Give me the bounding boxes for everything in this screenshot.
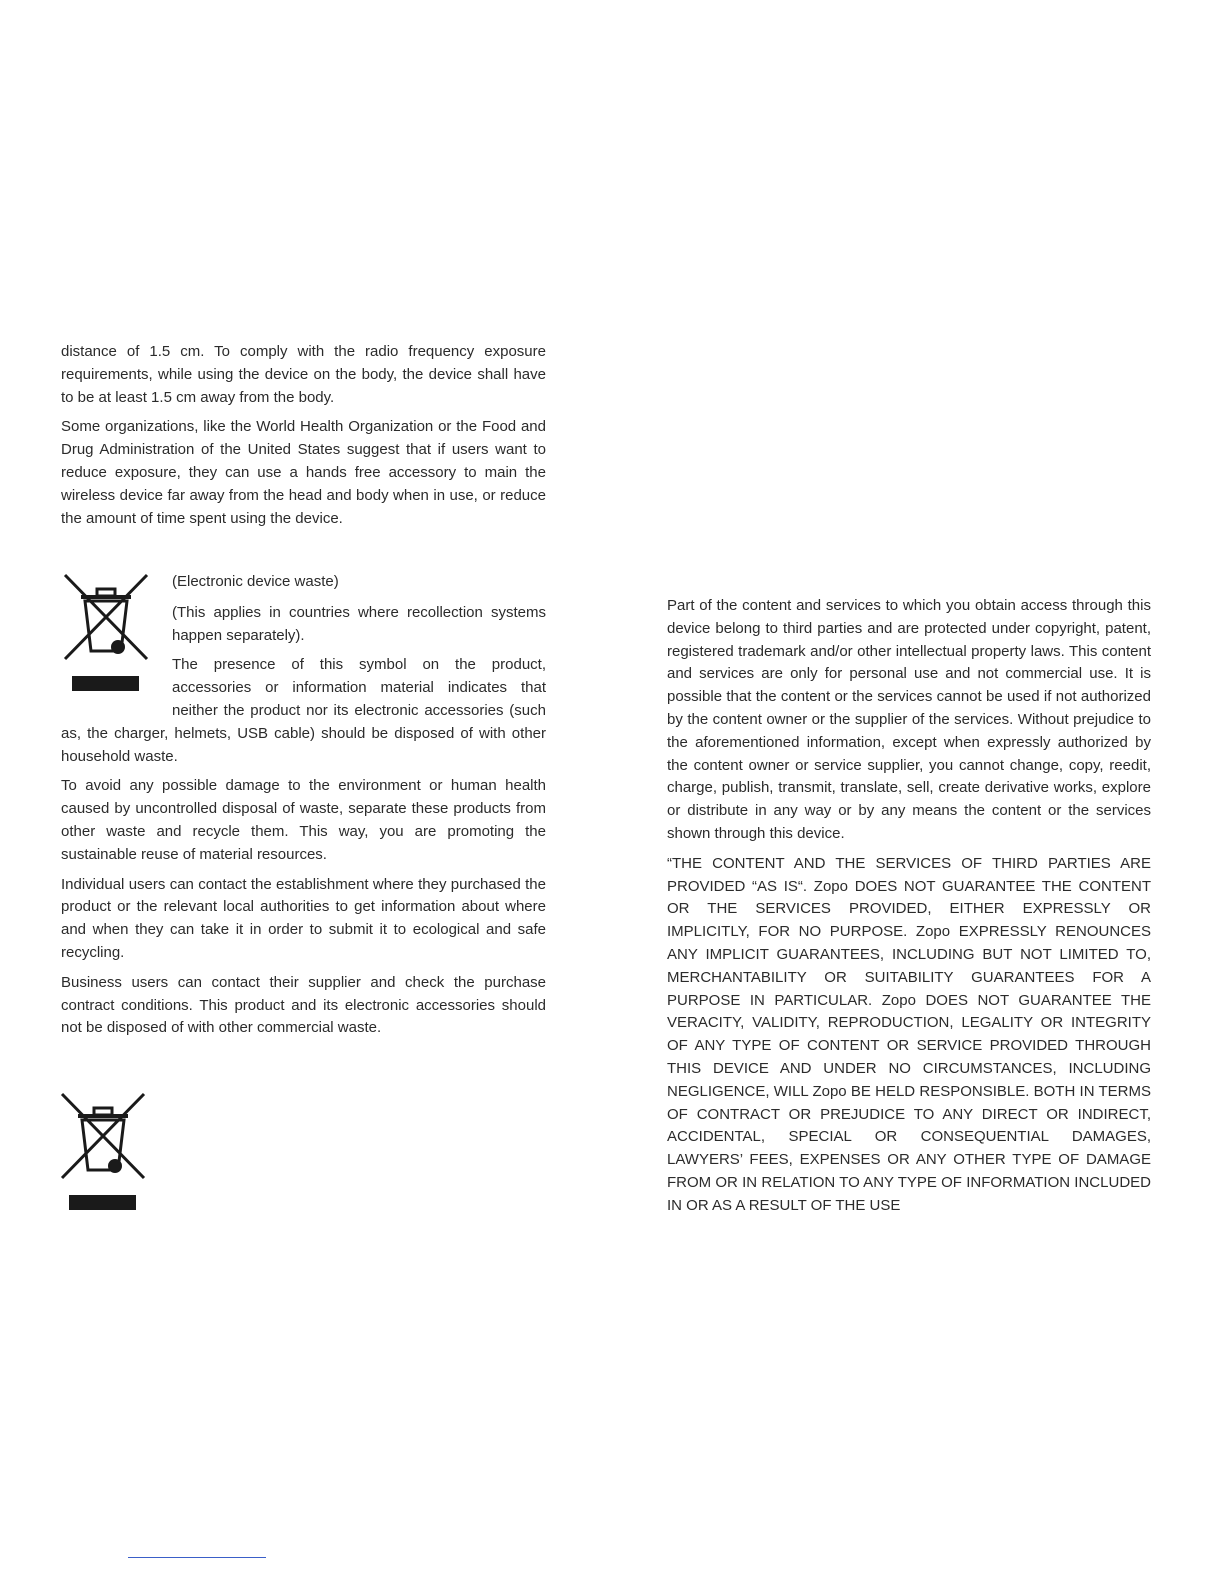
weee-individual-paragraph: Individual users can contact the establishment where they purchased the product or the relevant local authorities to get information about where and when they can take it in order to submit it to ecological and safe recycling. bbox=[61, 875, 546, 961]
footer-link-underline bbox=[128, 1557, 266, 1558]
crossed-bin-icon bbox=[58, 1090, 148, 1215]
rf-exposure-section bbox=[61, 341, 546, 537]
weee-applies-paragraph: (This applies in countries where recollection systems happen separately). bbox=[172, 603, 546, 644]
third-party-paragraph: Part of the content and services to which you obtain access through this device belong to third parties and are protected under copyright, patent, registered trademark and/or other intellectual property laws. This content and services are only for personal use and not commercial use. It is possible that the content or the services cannot be used if not authorized by the content owner or the supplier of the services. Without prejudice to the aforementioned information, except when expressly authorized by the content owner or service supplier, you cannot change, copy, reedit, charge, publish, transmit, translate, sell, create derivative works, explore or distribute in any way or by any means the content or the services shown through this device. bbox=[667, 597, 1151, 842]
weee-section bbox=[61, 571, 546, 1047]
rf-organizations-paragraph: Some organizations, like the World Health Organization or the Food and Drug Administration of the United States suggest that if users want to reduce exposure, they can use a hands free accessory to main the wireless device far away from the head and body when in use, or reduce the amount of time spent using the device. bbox=[61, 418, 546, 527]
weee-title: (Electronic device waste) bbox=[172, 573, 339, 590]
crossed-bin-icon bbox=[61, 571, 166, 703]
weee-business-paragraph: Business users can contact their supplier and check the purchase contract conditions. This product and its electronic accessories should not be disposed of with other commercial waste. bbox=[61, 973, 546, 1037]
disclaimer-paragraph: “THE CONTENT AND THE SERVICES OF THIRD PARTIES ARE PROVIDED “AS IS“. Zopo DOES NOT GUARANTEE THE CONTENT OR THE SERVICES PROVIDED, EITHER EXPRESSLY OR IMPLICITLY, FOR NO PURPOSE. Zopo EXPRESSLY RENOUNCES ANY IMPLICIT GUARANTEES, INCLUDING BUT NOT LIMITED TO, MERCHANTABILITY OR SUITABILITY GUARANTEES FOR A PURPOSE IN PARTICULAR. Zopo DOES NOT GUARANTEE THE VERACITY, VALIDITY, REPRODUCTION, LEGALITY OR INTEGRITY OF ANY TYPE OF CONTENT OR SERVICE PROVIDED THROUGH THIS DEVICE AND UNDER NO CIRCUMSTANCES, INCLUDING NEGLIGENCE, WILL Zopo BE HELD RESPONSIBLE. BOTH IN TERMS OF CONTRACT OR PREJUDICE TO ANY DIRECT OR INDIRECT, ACCIDENTAL, SPECIAL OR CONSEQUENTIAL DAMAGES, LAWYERS’ FEES, EXPENSES OR ANY OTHER TYPE OF DAMAGE FROM OR IN RELATION TO ANY TYPE OF INFORMATION INCLUDED IN OR AS A RESULT OF THE USE bbox=[667, 854, 1151, 1214]
rf-distance-paragraph: distance of 1.5 cm. To comply with the radio frequency exposure requirements, while using the device on the body, the device shall have to be at least 1.5 cm away from the body. bbox=[61, 343, 546, 406]
weee-disposal-paragraph: To avoid any possible damage to the environment or human health caused by uncontrolled disposal of waste, separate these products from other waste and recycle them. This way, you are promoting the sustainable reuse of material resources. bbox=[61, 777, 546, 863]
weee-presence-paragraph: The presence of this symbol on the product, accessories or information material indicates that neither the product nor its electronic accessories (such as, the charger, helmets, USB cable) should be disposed of with other household waste. bbox=[61, 656, 546, 765]
third-party-content-section bbox=[667, 595, 1151, 1225]
